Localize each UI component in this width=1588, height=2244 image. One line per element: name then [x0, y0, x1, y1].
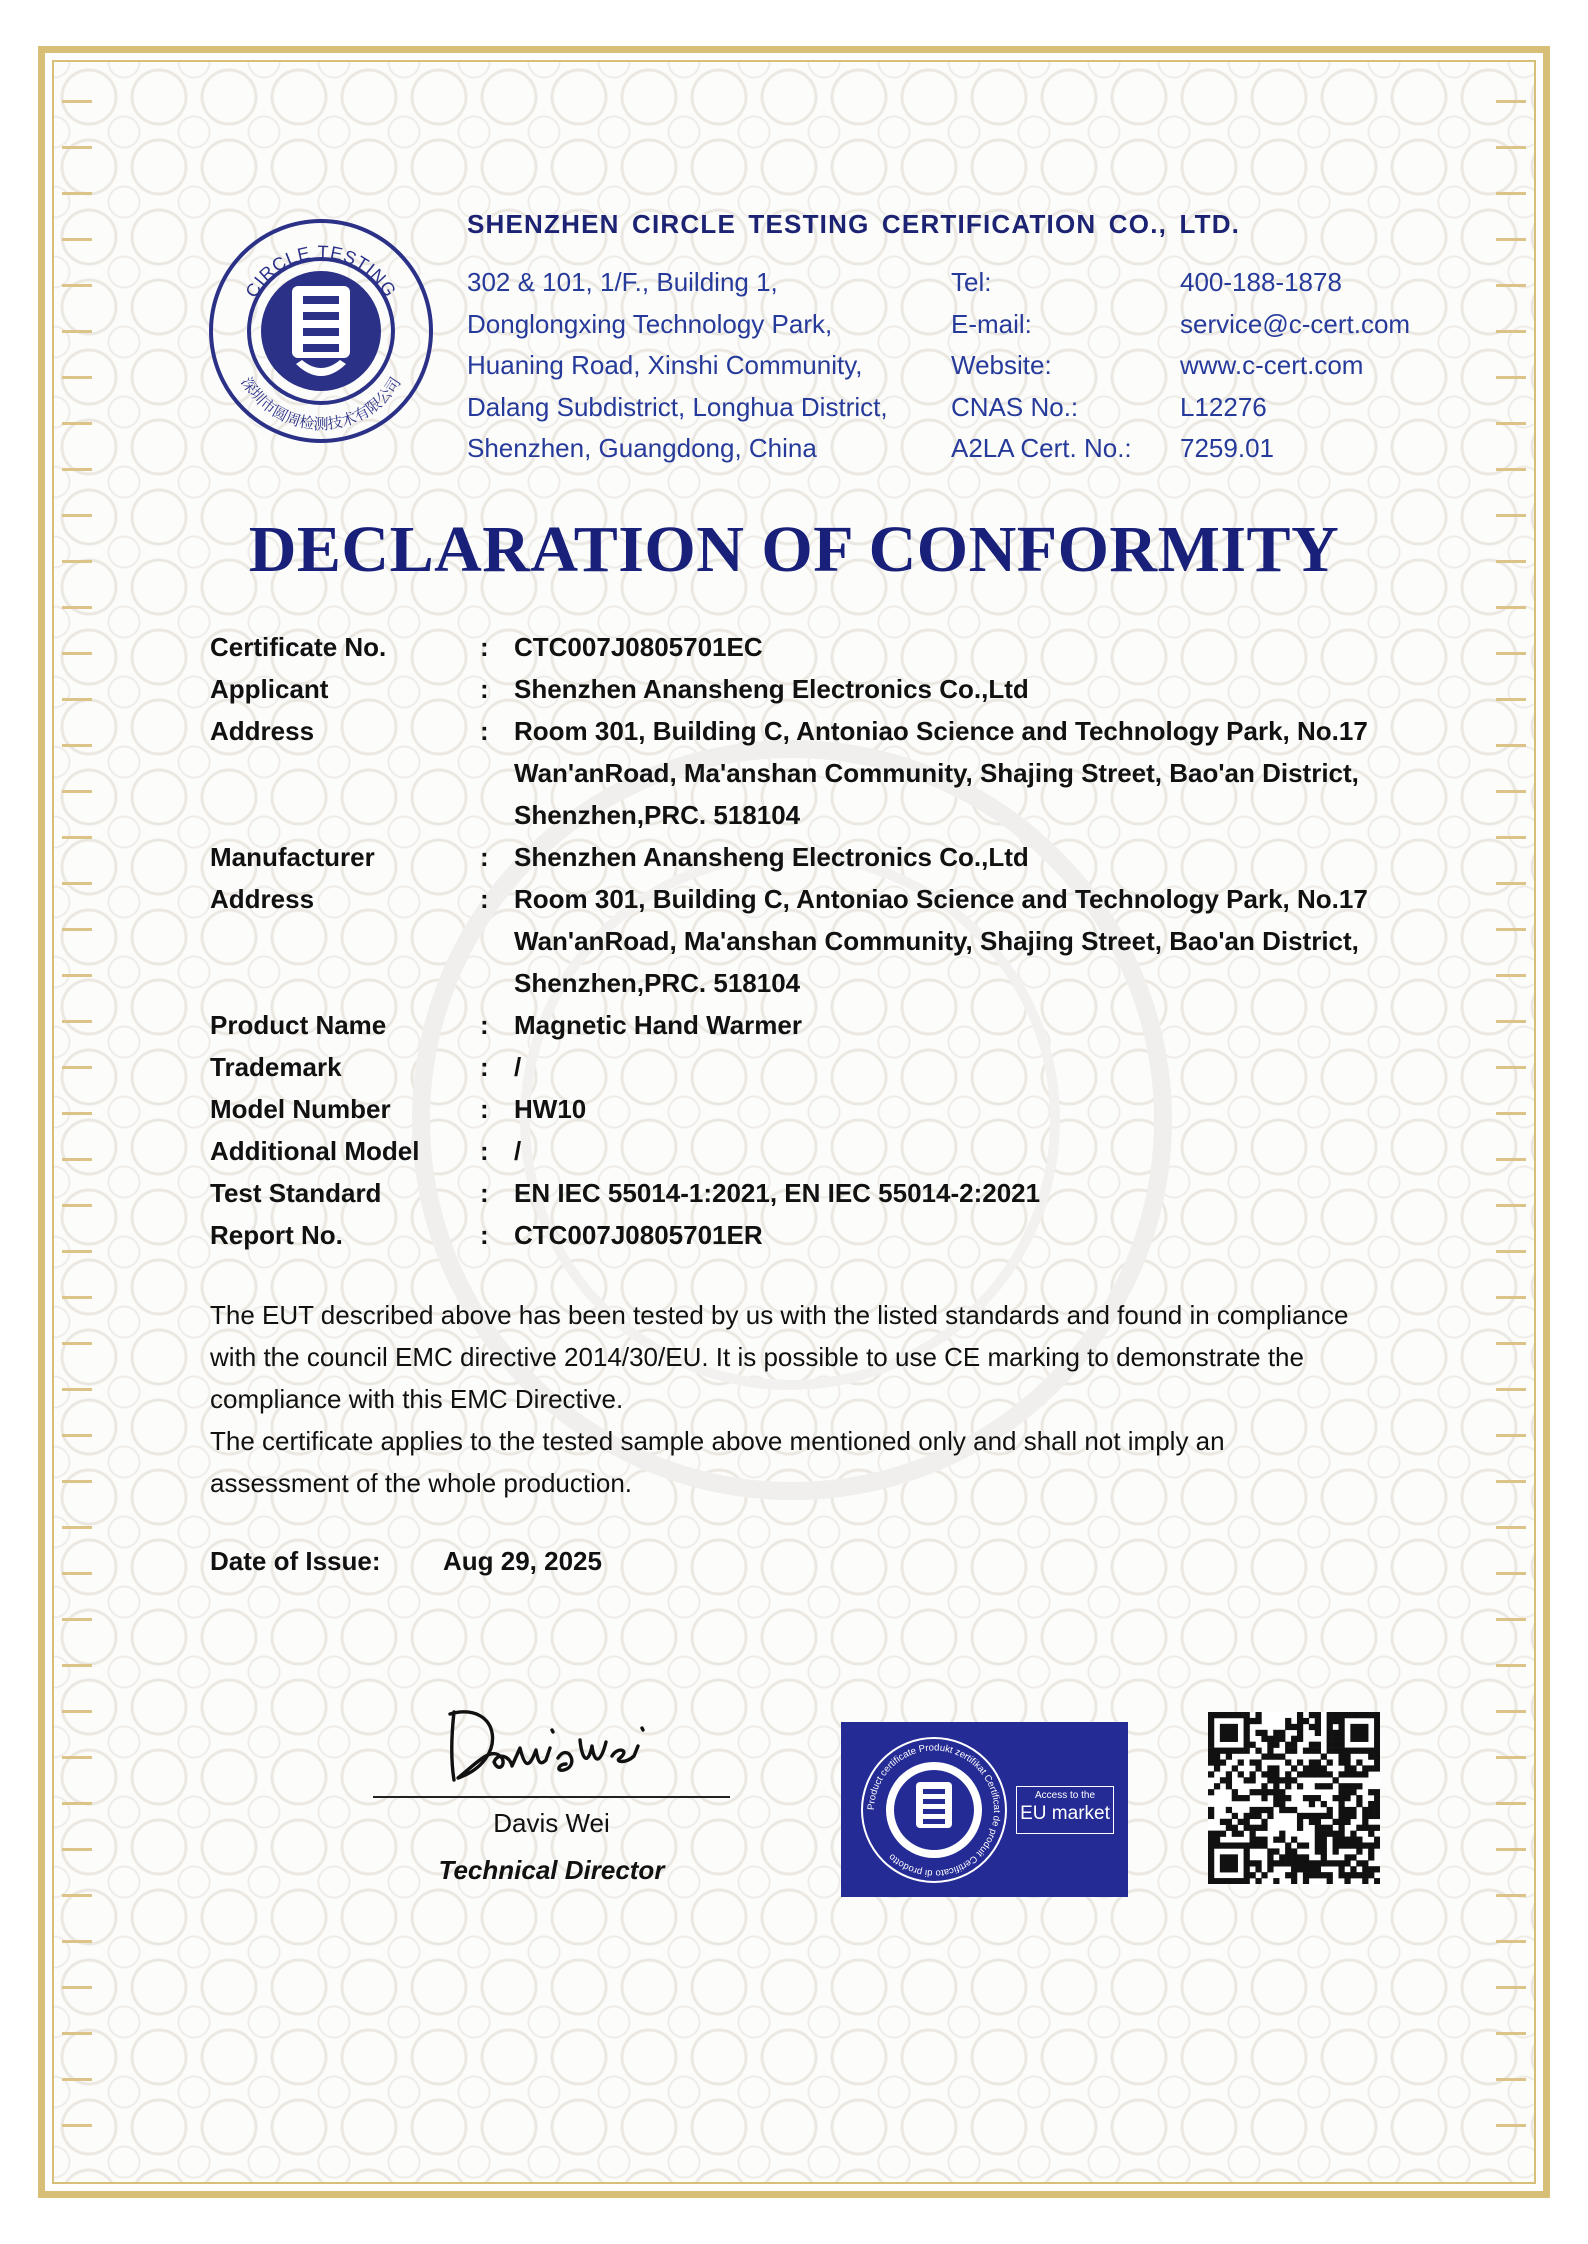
frame-tick [62, 974, 92, 977]
frame-tick [62, 1710, 92, 1713]
frame-tick [1496, 1664, 1526, 1667]
date-of-issue-label: Date of Issue: [210, 1546, 381, 1576]
signature-line [373, 1796, 730, 1798]
frame-tick [1496, 1158, 1526, 1161]
qr-code[interactable] [1208, 1712, 1380, 1884]
field-value [514, 1004, 1450, 1046]
frame-tick [62, 468, 92, 471]
frame-tick [62, 1894, 92, 1897]
frame-tick [62, 1848, 92, 1851]
field-row [210, 1004, 1450, 1046]
frame-tick [62, 836, 92, 839]
frame-tick [1496, 192, 1526, 195]
field-label: Certificate No. [210, 632, 387, 662]
frame-tick [1496, 284, 1526, 287]
field-colon: : [480, 1220, 489, 1250]
field-value [514, 1214, 1450, 1256]
field-row [210, 1088, 1450, 1130]
handwritten-signature [440, 1700, 680, 1790]
frame-tick [1496, 1020, 1526, 1023]
frame-tick [1496, 1986, 1526, 1989]
field-row [210, 1214, 1450, 1256]
frame-tick [1496, 744, 1526, 747]
company-contact-values [1180, 262, 1410, 470]
frame-tick [1496, 882, 1526, 885]
frame-tick [1496, 1802, 1526, 1805]
frame-tick [62, 652, 92, 655]
certificate-fields [210, 626, 1450, 1256]
frame-tick [1496, 1894, 1526, 1897]
company-contact-labels [951, 262, 1132, 470]
frame-tick [62, 146, 92, 149]
frame-tick [62, 1066, 92, 1069]
field-colon: : [480, 716, 489, 746]
frame-tick [1496, 330, 1526, 333]
frame-tick [62, 744, 92, 747]
seal-text-cn: 深圳市圆周检测技术有限公司 [237, 373, 405, 433]
frame-tick [62, 1342, 92, 1345]
frame-tick [1496, 2032, 1526, 2035]
statement-line: assessment of the whole production. [210, 1468, 633, 1498]
field-label: Trademark [210, 1052, 342, 1082]
field-value-line: Room 301, Building C, Antoniao Science and Technology Park, No.17 [514, 716, 1368, 746]
field-value-line: CTC007J0805701EC [514, 632, 763, 662]
frame-tick [1496, 376, 1526, 379]
contact-value: service@c-cert.com [1180, 308, 1411, 339]
field-row [210, 836, 1450, 878]
field-colon: : [480, 632, 489, 662]
statement-line: with the council EMC directive 2014/30/EU. It is possible to use CE marking to demonstrate the [210, 1342, 1304, 1372]
field-row [210, 710, 1450, 836]
address-line: Donglongxing Technology Park, [467, 308, 833, 339]
frame-tick [62, 1388, 92, 1391]
company-name: SHENZHEN CIRCLE TESTING CERTIFICATION CO., LTD. [467, 209, 1241, 239]
field-label: Product Name [210, 1010, 387, 1040]
field-colon: : [480, 1094, 489, 1124]
field-value [514, 1046, 1450, 1088]
contact-label: CNAS No.: [951, 391, 1079, 422]
frame-tick [1496, 422, 1526, 425]
frame-tick [62, 1296, 92, 1299]
field-label: Address [210, 716, 315, 746]
eu-badge-seal [856, 1732, 1012, 1888]
field-row [210, 1046, 1450, 1088]
field-value-line: Shenzhen Anansheng Electronics Co.,Ltd [514, 674, 1029, 704]
frame-tick [1496, 1434, 1526, 1437]
frame-tick [62, 882, 92, 885]
field-value-line: Wan'anRoad, Ma'anshan Community, Shajing Street, Bao'an District, [514, 758, 1359, 788]
frame-tick [62, 192, 92, 195]
contact-label: A2LA Cert. No.: [951, 433, 1132, 463]
document-title: DECLARATION OF CONFORMITY [248, 513, 1340, 586]
frame-tick [1496, 146, 1526, 149]
field-value [514, 668, 1450, 710]
frame-tick [1496, 1618, 1526, 1621]
field-row [210, 626, 1450, 668]
date-of-issue [210, 1546, 602, 1577]
frame-tick [1496, 1296, 1526, 1299]
field-value-line: / [514, 1136, 522, 1166]
contact-label: Tel: [951, 267, 992, 297]
field-colon: : [480, 884, 489, 914]
frame-tick [62, 2032, 92, 2035]
frame-tick [1496, 606, 1526, 609]
field-row [210, 668, 1450, 710]
frame-tick [62, 376, 92, 379]
frame-tick [1496, 1480, 1526, 1483]
frame-tick [62, 1204, 92, 1207]
frame-tick [1496, 1572, 1526, 1575]
frame-tick [62, 606, 92, 609]
field-value-line: Wan'anRoad, Ma'anshan Community, Shajing Street, Bao'an District, [514, 926, 1359, 956]
frame-tick [62, 928, 92, 931]
field-value [514, 1172, 1450, 1214]
frame-tick [1496, 836, 1526, 839]
field-colon: : [480, 1178, 489, 1208]
field-label: Test Standard [210, 1178, 382, 1208]
frame-tick [62, 284, 92, 287]
frame-tick [62, 698, 92, 701]
field-value-line: Shenzhen,PRC. 518104 [514, 800, 801, 830]
field-value-line: CTC007J0805701ER [514, 1220, 763, 1250]
field-value-line: Room 301, Building C, Antoniao Science and Technology Park, No.17 [514, 884, 1368, 914]
field-value [514, 836, 1450, 878]
field-value-line: Shenzhen Anansheng Electronics Co.,Ltd [514, 842, 1029, 872]
frame-tick [1496, 974, 1526, 977]
frame-tick [1496, 1112, 1526, 1115]
frame-tick [1496, 1250, 1526, 1253]
field-value-line: HW10 [514, 1094, 587, 1124]
frame-tick [62, 1664, 92, 1667]
frame-tick [62, 1020, 92, 1023]
field-value [514, 1130, 1450, 1172]
frame-tick [62, 1756, 92, 1759]
company-seal-logo [208, 218, 434, 444]
frame-tick [62, 2124, 92, 2127]
frame-tick [62, 1940, 92, 1943]
field-colon: : [480, 1052, 489, 1082]
frame-tick [1496, 238, 1526, 241]
frame-tick [1496, 100, 1526, 103]
signer-title: Technical Director [438, 1855, 665, 1885]
frame-tick [62, 1434, 92, 1437]
frame-tick [1496, 2078, 1526, 2081]
field-value-line: Shenzhen,PRC. 518104 [514, 968, 801, 998]
statement-line: The EUT described above has been tested by us with the listed standards and found in compliance [210, 1300, 1349, 1330]
frame-tick [62, 1250, 92, 1253]
frame-tick [1496, 1756, 1526, 1759]
address-line: Dalang Subdistrict, Longhua District, [467, 391, 888, 422]
frame-tick [62, 1526, 92, 1529]
eu-access-text: Access to the [1034, 1790, 1096, 1801]
frame-tick [1496, 1526, 1526, 1529]
frame-tick [1496, 698, 1526, 701]
eu-access-box [1016, 1786, 1114, 1834]
frame-tick [1496, 928, 1526, 931]
field-label: Report No. [210, 1220, 343, 1250]
contact-value: L12276 [1180, 391, 1267, 422]
address-line: 302 & 101, 1/F., Building 1, [467, 267, 778, 297]
frame-tick [1496, 468, 1526, 471]
frame-tick [1496, 652, 1526, 655]
contact-label: E-mail: [951, 308, 1032, 339]
field-label: Address [210, 884, 315, 914]
field-value [514, 1088, 1450, 1130]
field-row [210, 878, 1450, 1004]
statement-line: The certificate applies to the tested sample above mentioned only and shall not imply an [210, 1426, 1225, 1456]
frame-tick [1496, 790, 1526, 793]
frame-tick [1496, 1388, 1526, 1391]
frame-tick [1496, 1710, 1526, 1713]
contact-value: 7259.01 [1180, 433, 1274, 463]
frame-tick [62, 1112, 92, 1115]
frame-tick [62, 238, 92, 241]
frame-tick [1496, 1848, 1526, 1851]
field-value-line: EN IEC 55014-1:2021, EN IEC 55014-2:2021 [514, 1178, 1041, 1208]
field-value [514, 878, 1450, 1004]
statement-line: compliance with this EMC Directive. [210, 1384, 624, 1414]
field-value-line: / [514, 1052, 522, 1082]
contact-label: Website: [951, 350, 1052, 380]
frame-tick [62, 1572, 92, 1575]
frame-tick [62, 1158, 92, 1161]
frame-tick [62, 1802, 92, 1805]
field-row [210, 1172, 1450, 1214]
frame-tick [62, 790, 92, 793]
field-colon: : [480, 674, 489, 704]
frame-tick [62, 2078, 92, 2081]
field-value [514, 710, 1450, 836]
field-colon: : [480, 1010, 489, 1040]
field-value-line: Magnetic Hand Warmer [514, 1010, 802, 1040]
field-row [210, 1130, 1450, 1172]
frame-tick [1496, 2124, 1526, 2127]
frame-tick [62, 422, 92, 425]
company-address [467, 262, 888, 470]
frame-tick [62, 1618, 92, 1621]
eu-market-text: EU market [1020, 1803, 1110, 1824]
address-line: Shenzhen, Guangdong, China [467, 433, 817, 463]
frame-tick [62, 1986, 92, 1989]
signer-name: Davis Wei [493, 1808, 610, 1838]
seal-text: CIRCLE TESTING [241, 241, 401, 301]
field-value [514, 626, 1450, 668]
field-label: Manufacturer [210, 842, 375, 872]
eu-badge-ring-text: Product certificate Produkt zertifikat Certificat de produit Certificato di prodotto [865, 1742, 1003, 1879]
frame-tick [1496, 1940, 1526, 1943]
contact-value: 400-188-1878 [1180, 267, 1342, 297]
field-label: Additional Model [210, 1136, 420, 1166]
address-line: Huaning Road, Xinshi Community, [467, 350, 863, 380]
frame-tick [1496, 1342, 1526, 1345]
compliance-statement [210, 1294, 1460, 1504]
contact-value: www.c-cert.com [1180, 350, 1364, 380]
field-label: Model Number [210, 1094, 391, 1124]
field-label: Applicant [210, 674, 329, 704]
frame-tick [1496, 1204, 1526, 1207]
frame-tick [62, 330, 92, 333]
frame-tick [1496, 1066, 1526, 1069]
field-colon: : [480, 842, 489, 872]
date-of-issue-value: Aug 29, 2025 [443, 1546, 602, 1576]
frame-tick [62, 1480, 92, 1483]
frame-tick [62, 100, 92, 103]
field-colon: : [480, 1136, 489, 1166]
